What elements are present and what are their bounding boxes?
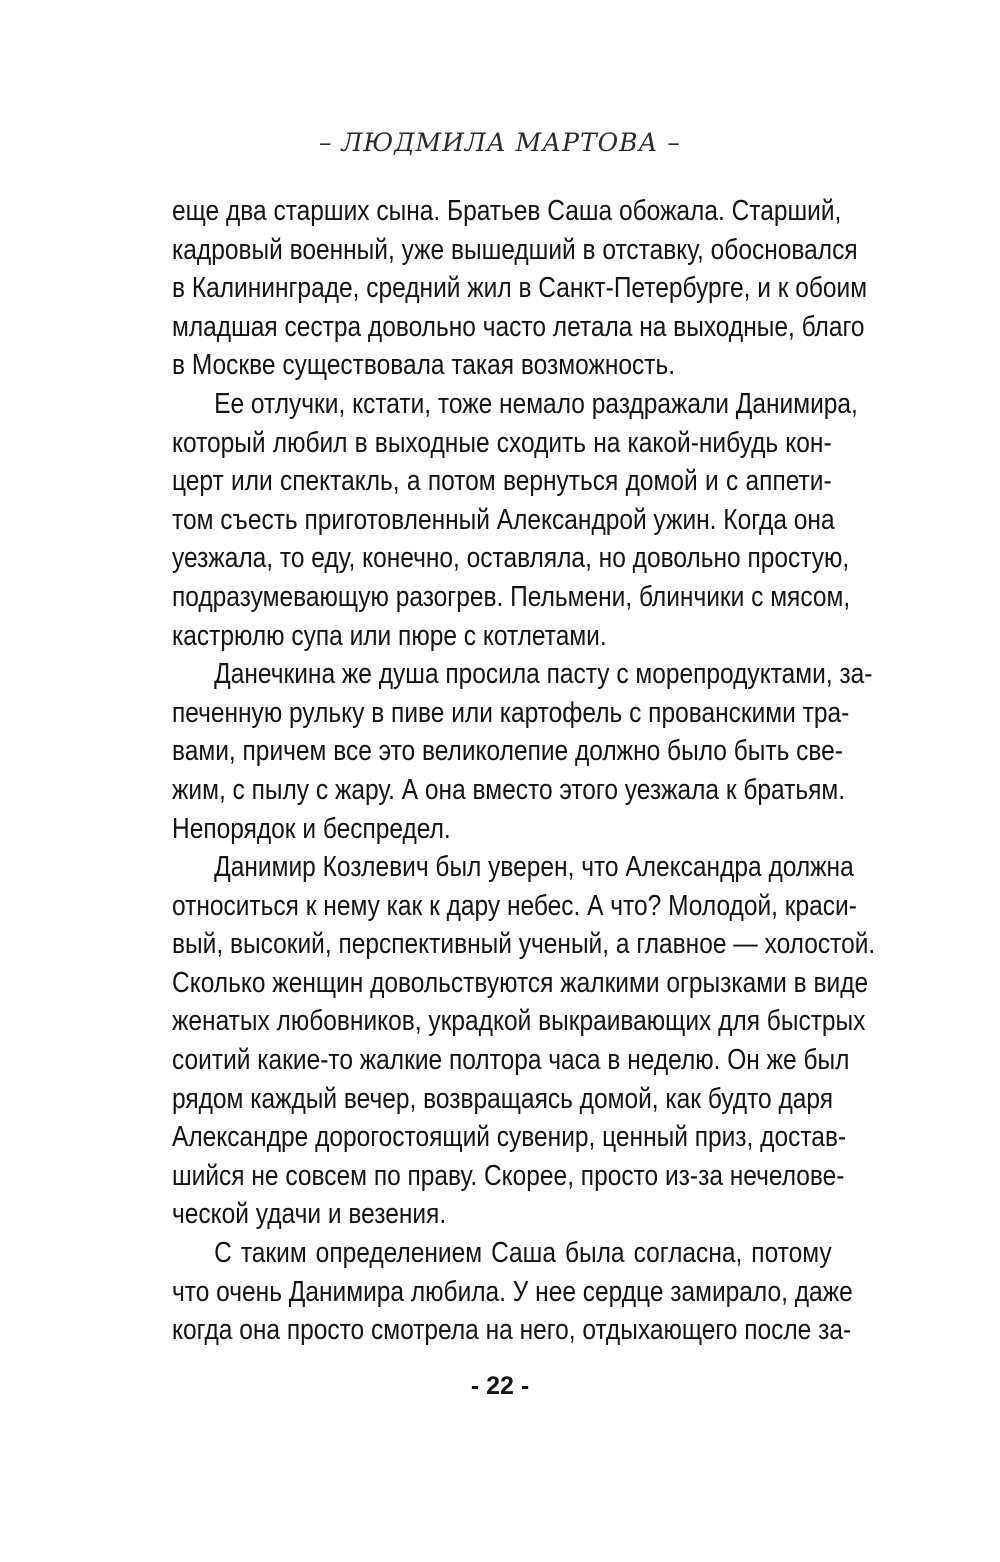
text-line: рядом каждый вечер, возвращаясь домой, как будто даря (172, 1082, 834, 1115)
text-line: женатых любовников, украдкой выкраивающих для быстрых (172, 1005, 866, 1038)
text-line: том съесть приготовленный Александрой ужин. Когда она (172, 503, 835, 536)
text-line: шийся не совсем по праву. Скорее, просто из-за нечелове- (172, 1159, 845, 1192)
text-line: Сколько женщин довольствуются жалкими огрызками в виде (172, 966, 869, 999)
running-head: – ЛЮДМИЛА МАРТОВА – (319, 128, 681, 157)
page-number: - 22 - (470, 1372, 530, 1400)
text-line: который любил в выходные сходить на какой-нибудь кон- (172, 426, 832, 459)
text-line: вый, высокий, перспективный ученый, а главное — холостой. (172, 928, 876, 961)
text-line: подразумевающую разогрев. Пельмени, блинчики с мясом, (172, 580, 851, 613)
text-line: младшая сестра довольно часто летала на выходные, благо (172, 310, 865, 343)
text-line: в Калининграде, средний жил в Санкт-Петербурге, и к обоим (172, 272, 868, 305)
text-line: когда она просто смотрела на него, отдыхающего после за- (172, 1314, 852, 1347)
text-line: Данечкина же душа просила пасту с морепродуктами, за- (214, 658, 873, 691)
text-line: Ее отлучки, кстати, тоже немало раздражали Данимира, (214, 387, 858, 420)
text-line: в Москве существовала такая возможность. (172, 349, 676, 382)
text-line: относиться к нему как к дару небес. А что? Молодой, краси- (172, 889, 857, 922)
text-line: Александре дорогостоящий сувенир, ценный приз, достав- (172, 1121, 847, 1154)
text-line: Данимир Козлевич был уверен, что Александра должна (214, 851, 854, 884)
text-line: ческой удачи и везения. (172, 1198, 447, 1231)
text-line: печенную рульку в пиве или картофель с прованскими тра- (172, 696, 850, 729)
text-line: кадровый военный, уже вышедший в отставку, обосновался (172, 233, 858, 266)
text-line: С таким определением Саша была согласна, потому (214, 1237, 832, 1270)
text-line: вами, причем все это великолепие должно было быть све- (172, 735, 843, 768)
text-line: Непорядок и беспредел. (172, 812, 451, 845)
text-line: церт или спектакль, а потом вернуться домой и с аппети- (172, 465, 832, 498)
text-line: соитий какие-то жалкие полтора часа в неделю. Он же был (172, 1044, 850, 1077)
text-line: жим, с пылу с жару. А она вместо этого уезжала к братьям. (172, 773, 846, 806)
text-line: что очень Данимира любила. У нее сердце замирало, даже (172, 1275, 853, 1308)
body-text (172, 192, 876, 1350)
text-line: кастрюлю супа или пюре с котлетами. (172, 619, 607, 652)
text-line: еще два старших сына. Братьев Саша обожала. Старший, (172, 195, 842, 227)
text-line: уезжала, то еду, конечно, оставляла, но довольно простую, (172, 542, 850, 575)
